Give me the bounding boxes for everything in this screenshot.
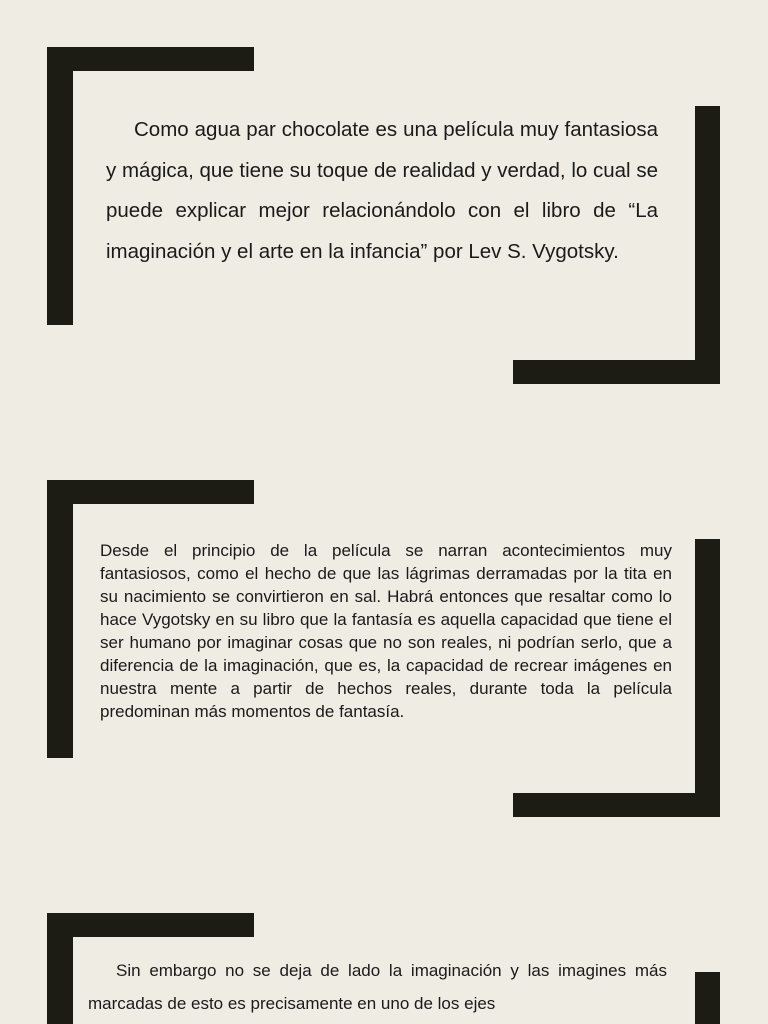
bracket-top-left-vertical [47, 913, 73, 1024]
bracket-top-left-horizontal [47, 480, 254, 504]
bracket-top-left-horizontal [47, 913, 254, 937]
paragraph-3-text: Sin embargo no se deja de lado la imaginación y las imagines más marcadas de esto es precisamente en uno de los ejes [88, 961, 667, 1013]
bracket-bottom-right-vertical [695, 539, 720, 817]
paragraph-2-text: Desde el principio de la película se narran acontecimientos muy fantasiosos, como el hecho de que las lágrimas derramadas por la tita en su nacimiento se convirtieron en sal. Habrá entonces que resaltar como lo hace Vygotsky en su libro que la fantasía es aquella capacidad que tiene el ser humano por imaginar cosas que no son reales, ni podrían serlo, que a diferencia de la imaginación, que es, la capacidad de recrear imágenes en nuestra mente a partir de hechos reales, durante toda la película predominan más momentos de fantasía. [100, 541, 672, 721]
paragraph-1-text: Como agua par chocolate es una película muy fantasiosa y mágica, que tiene su toque de realidad y verdad, lo cual se puede explicar mejor relacionándolo con el libro de “La imaginación y el arte en la infancia” por Lev S. Vygotsky. [106, 118, 658, 263]
paragraph-2 [100, 539, 672, 723]
bracket-bottom-right-vertical [695, 106, 720, 384]
bracket-top-left-vertical [47, 480, 73, 758]
bracket-bottom-right-vertical [695, 972, 720, 1024]
bracket-bottom-right-horizontal [513, 793, 720, 817]
bracket-bottom-right-horizontal [513, 360, 720, 384]
paragraph-1 [106, 110, 658, 272]
bracket-top-left-vertical [47, 47, 73, 325]
paragraph-3 [88, 954, 667, 1020]
bracket-top-left-horizontal [47, 47, 254, 71]
